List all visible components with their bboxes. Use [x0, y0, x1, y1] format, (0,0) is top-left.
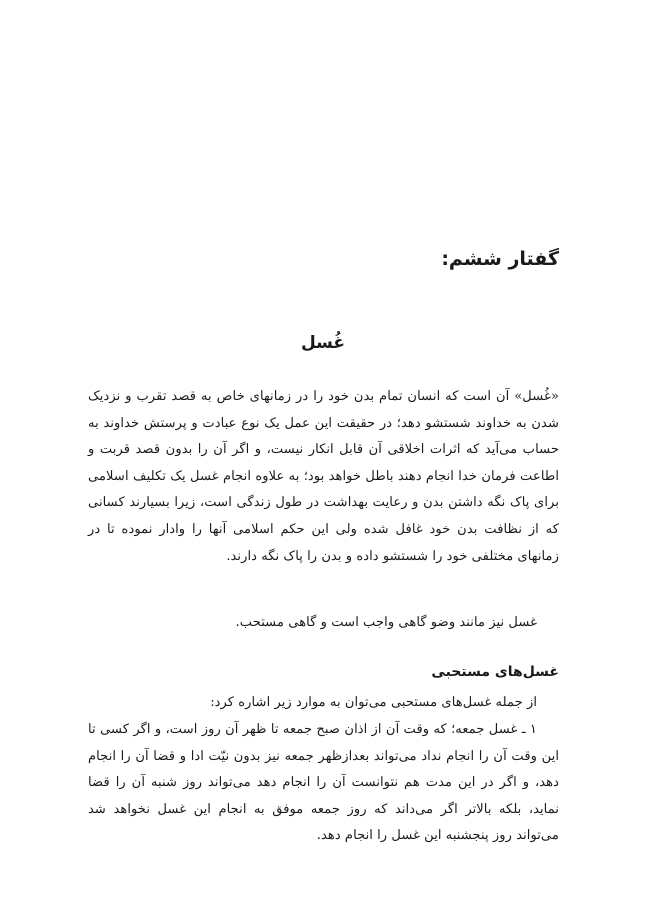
recommended-intro-paragraph: از جمله غسل‌های مستحبی می‌توان به موارد زیر اشاره کرد:: [210, 695, 537, 710]
chapter-title: گفتار ششم:: [441, 248, 559, 270]
section-title: غُسل: [300, 333, 346, 353]
definition-paragraph: «غُسل» آن است که انسان تمام بدن خود را در زمانهای خاص به قصد تقرب و نزدیک شدن به خداوند شستشو دهد؛ در حقیقت این عمل یک نوع عبادت و پرستش خداوند به حساب می‌آید که اثرات اخلاقی آن قابل انکار نیست، و اگر آن را بدون قصد قربت و اطاعت فرمان خدا انجام دهند باطل خواهد بود؛ به علاوه انجام غسل یک تکلیف اسلامی برای پاک نگه داشتن بدن و رعایت بهداشت در طول زندگی است، زیرا بسیارند کسانی که از نظافت بدن خود غافل شده ولی این حکم اسلامی آنها را وادار نموده تا در زمانهای مختلفی خود را شستشو داده و بدن را پاک نگه دارند.: [88, 389, 559, 564]
types-paragraph: غسل نیز مانند وضو گاهی واجب است و گاهی مستحب.: [235, 615, 537, 630]
friday-ghusl-paragraph: ۱ ـ غسل جمعه؛ که وقت آن از اذان صبح جمعه تا ظهر آن روز است، و اگر کسی تا این وقت آن را انجام نداد می‌تواند بعدازظهر جمعه نیز بدون نیّت ادا و قضا آن را انجام دهد، و اگر در این مدت هم نتوانست آن را انجام دهد می‌تواند روز شنبه آن را قضا نماید، بلکه بالاتر اگر می‌داند که روز جمعه موفق به انجام این غسل نخواهد شد می‌تواند روز پنجشنبه این غسل را انجام دهد.: [88, 722, 559, 844]
recommended-ghusl-heading: غسل‌های مستحبی: [431, 664, 559, 680]
